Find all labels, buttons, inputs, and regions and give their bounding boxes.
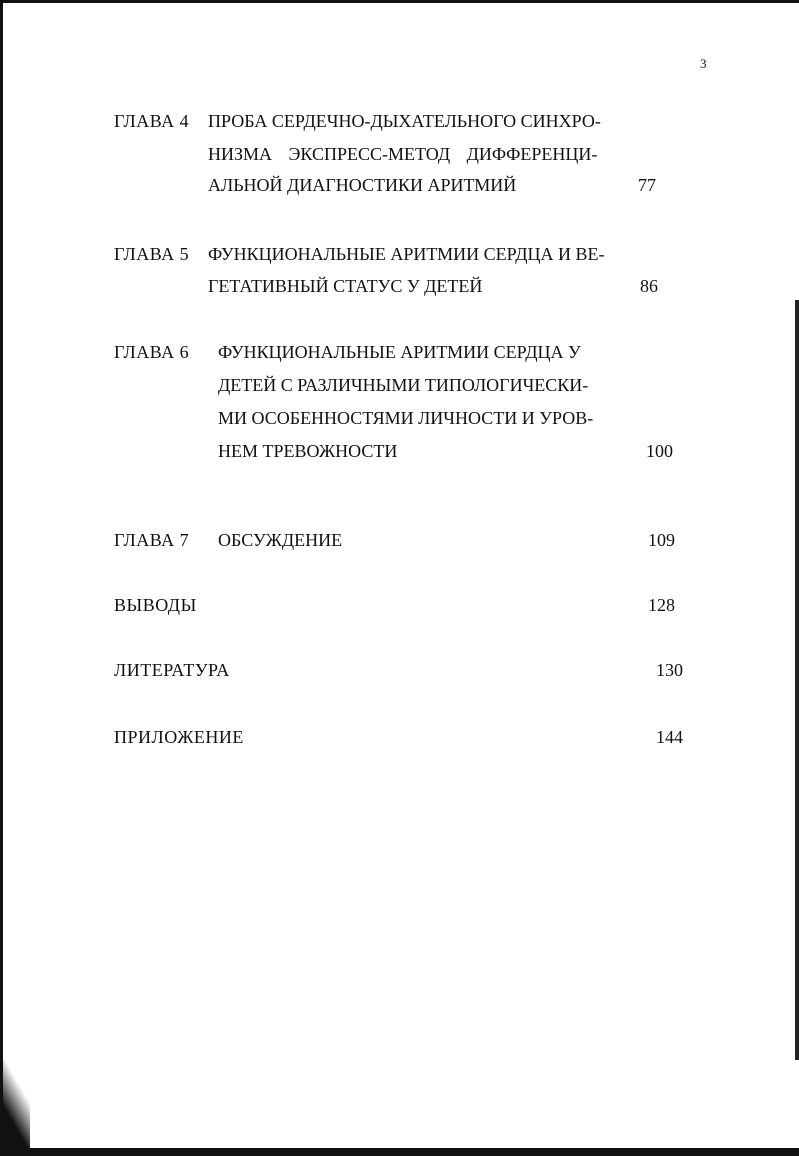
toc-label: ЛИТЕРАТУРА <box>114 660 230 680</box>
toc-label: ГЛАВА 5 <box>114 244 190 264</box>
toc-title-line: ГЕТАТИВНЫЙ СТАТУС У ДЕТЕЙ <box>208 276 483 296</box>
toc-label: ПРИЛОЖЕНИЕ <box>114 727 244 747</box>
toc-page-number: 128 <box>648 595 675 615</box>
toc-page-number: 109 <box>648 530 675 550</box>
toc-label: ГЛАВА 4 <box>114 111 190 131</box>
toc-page-number: 144 <box>656 727 683 747</box>
scan-edge-left <box>0 0 3 1156</box>
toc-label: ГЛАВА 6 <box>114 342 190 362</box>
scan-corner-shadow <box>0 1060 30 1150</box>
toc-title-line: ФУНКЦИОНАЛЬНЫЕ АРИТМИИ СЕРДЦА У <box>218 342 581 362</box>
scan-edge-right <box>795 300 799 1060</box>
toc-title-line: ПРОБА СЕРДЕЧНО-ДЫХАТЕЛЬНОГО СИНХРО- <box>208 111 601 131</box>
toc-page-number: 77 <box>638 175 656 195</box>
toc-title-line: НЕМ ТРЕВОЖНОСТИ <box>218 441 398 461</box>
toc-page-number: 86 <box>640 276 658 296</box>
toc-title-line: ДЕТЕЙ С РАЗЛИЧНЫМИ ТИПОЛОГИЧЕСКИ- <box>218 375 589 395</box>
toc-title-line: ОБСУЖДЕНИЕ <box>218 530 343 550</box>
toc-page-number: 130 <box>656 660 683 680</box>
scan-edge-bottom <box>0 1148 799 1156</box>
toc-title-line: АЛЬНОЙ ДИАГНОСТИКИ АРИТМИЙ <box>208 175 517 195</box>
toc-label: ВЫВОДЫ <box>114 595 197 615</box>
toc-title-line: ФУНКЦИОНАЛЬНЫЕ АРИТМИИ СЕРДЦА И ВЕ- <box>208 244 605 264</box>
toc-title-line: МИ ОСОБЕННОСТЯМИ ЛИЧНОСТИ И УРОВ- <box>218 408 594 428</box>
page-number: 3 <box>700 56 707 71</box>
toc-page-number: 100 <box>646 441 673 461</box>
toc-label: ГЛАВА 7 <box>114 530 190 550</box>
toc-title-line: НИЗМА ЭКСПРЕСС-МЕТОД ДИФФЕРЕНЦИ- <box>208 144 598 164</box>
scan-edge-top <box>0 0 799 3</box>
